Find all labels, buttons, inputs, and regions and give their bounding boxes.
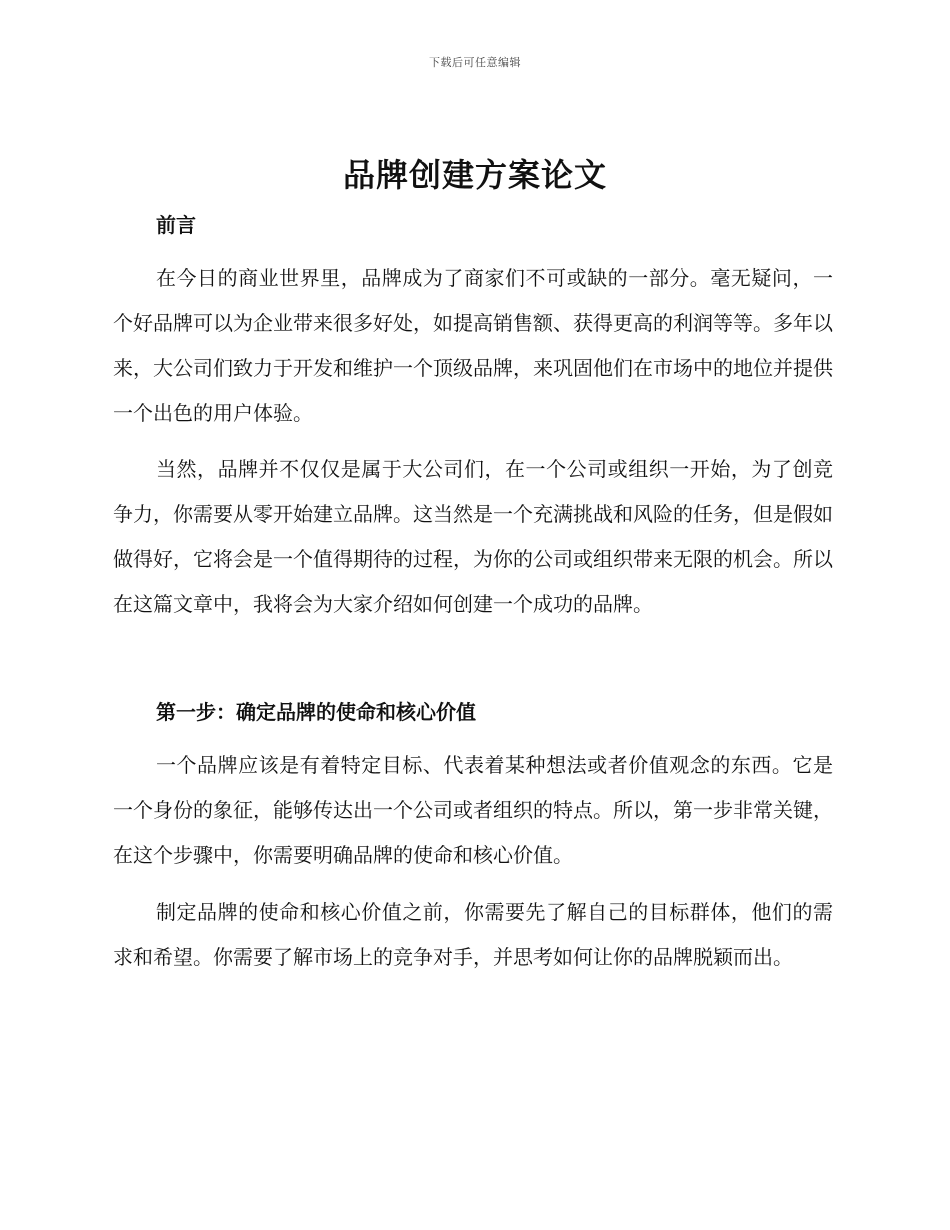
paragraph-step-1-2: 制定品牌的使命和核心价值之前，你需要先了解自己的目标群体，他们的需求和希望。你需要了解市场上的竞争对手，并思考如何让你的品牌脱颖而出。 <box>113 900 833 969</box>
section-heading-preface: 前言 <box>156 213 196 237</box>
section-heading-step-1: 第一步：确定品牌的使命和核心价值 <box>156 700 476 724</box>
header-note: 下载后可任意编辑 <box>429 56 521 69</box>
paragraph-step-1-1: 一个品牌应该是有着特定目标、代表着某种想法或者价值观念的东西。它是一个身份的象征，能够传达出一个公司或者组织的特点。所以，第一步非常关键，在这个步骤中，你需要明确品牌的使命和核心价值。 <box>113 753 833 867</box>
document-title: 品牌创建方案论文 <box>342 156 607 194</box>
paragraph-preface-1: 在今日的商业世界里，品牌成为了商家们不可或缺的一部分。毫无疑问，一个好品牌可以为企业带来很多好处，如提高销售额、获得更高的利润等等。多年以来，大公司们致力于开发和维护一个顶级品牌，来巩固他们在市场中的地位并提供一个出色的用户体验。 <box>113 266 833 425</box>
paragraph-preface-2: 当然，品牌并不仅仅是属于大公司们，在一个公司或组织一开始，为了创竞争力，你需要从零开始建立品牌。这当然是一个充满挑战和风险的任务，但是假如做得好，它将会是一个值得期待的过程，为你的公司或组织带来无限的机会。所以在这篇文章中，我将会为大家介绍如何创建一个成功的品牌。 <box>113 457 833 616</box>
